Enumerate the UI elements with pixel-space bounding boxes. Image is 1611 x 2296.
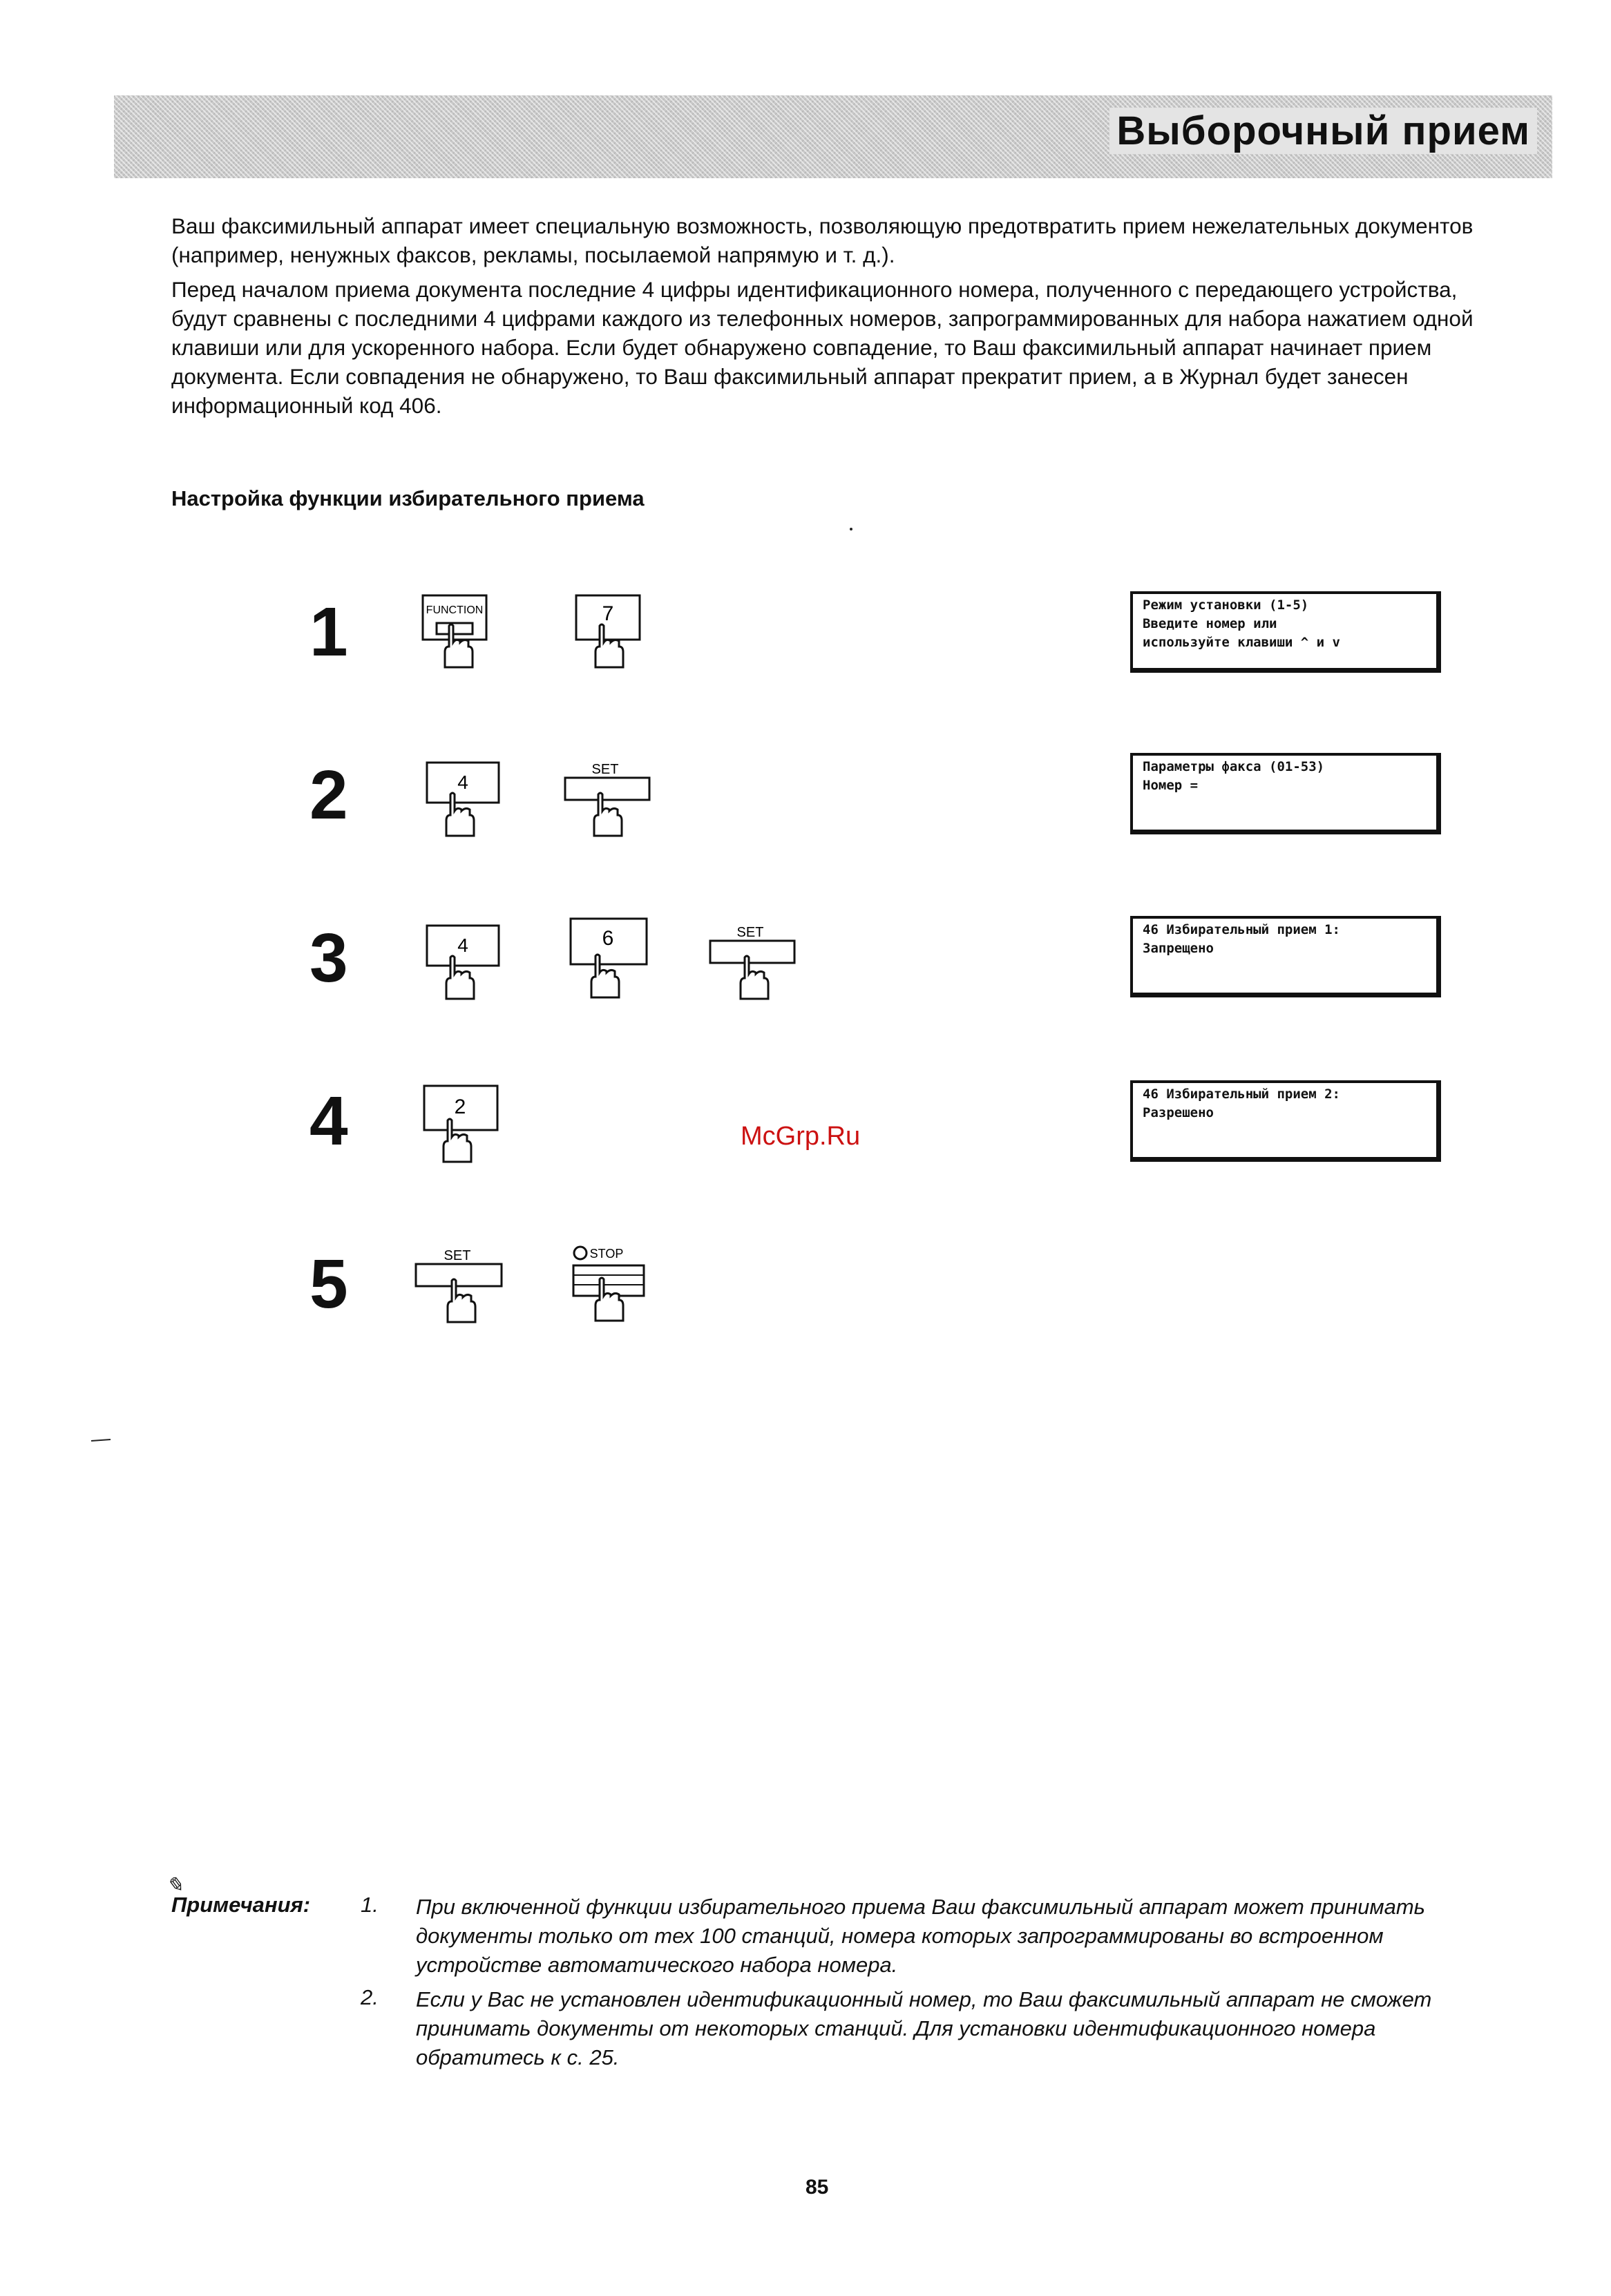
- intro-paragraph-1: Ваш факсимильный аппарат имеет специальную возможность, позволяющую предотвратить прием нежелательных документов (например, ненужных факсов, рекламы, посылаемой напрямую и т. д.).: [171, 213, 1474, 267]
- digit-key-label: 7: [602, 602, 614, 625]
- digit-key-4-icon: [427, 763, 499, 836]
- watermark: McGrp.Ru: [741, 1122, 861, 1151]
- lcd-line: Номер =: [1143, 778, 1199, 793]
- note-number: 1.: [361, 1893, 379, 1917]
- set-key-label: SET: [591, 762, 619, 777]
- digit-key-6-icon: [571, 919, 647, 997]
- lcd-display-1: [1130, 591, 1441, 673]
- digit-key-label: 4: [457, 935, 468, 956]
- lcd-display-4: [1130, 1080, 1441, 1162]
- note-icon: ✎: [166, 1874, 184, 1897]
- intro-paragraph-2: Перед началом приема документа последние 4 цифры идентификационного номера, полученного с передающего устройства, будут сравнены с последними 4 цифрами каждого из телефонных номеров, запрограммированных для набора нажатием одной клавиши или для ускоренного набора. Если будет обнаружено совпадение, то Ваш факсимильный аппарат начинает прием документа. Если совпадения не обнаружено, то Ваш факсимильный аппарат прекратит прием, а в Журнал будет занесен информационный код 406.: [171, 277, 1474, 418]
- step-number: 5: [309, 1245, 348, 1323]
- function-key-icon: [423, 595, 486, 667]
- note-text: Если у Вас не установлен идентификационный номер, то Ваш факсимильный аппарат не сможет принимать документы от некоторых станций. Для установки идентификационного номера обратитесь к с. 25.: [416, 1987, 1432, 2069]
- set-key-icon: [710, 925, 794, 999]
- digit-key-2-icon: [424, 1086, 497, 1162]
- lcd-line: Параметры факса (01-53): [1143, 759, 1325, 774]
- step-number: 4: [309, 1082, 348, 1160]
- lcd-line: Режим установки (1-5): [1143, 597, 1309, 613]
- stop-key-label: STOP: [589, 1247, 624, 1261]
- function-key-label: FUNCTION: [426, 604, 484, 616]
- page-title: Выборочный прием: [1109, 108, 1537, 154]
- digit-key-7-icon: [576, 595, 640, 667]
- stop-icon: [574, 1247, 587, 1259]
- lcd-display-3: [1130, 916, 1441, 997]
- step-number: 2: [309, 756, 348, 834]
- step-number: 3: [309, 919, 348, 997]
- section-heading: Настройка функции избирательного приема: [171, 486, 645, 510]
- digit-key-label: 2: [454, 1096, 466, 1118]
- notes-label: Примечания:: [171, 1893, 311, 1917]
- step-number: 1: [309, 593, 348, 671]
- stop-key-icon: [573, 1247, 644, 1321]
- set-key-icon: [565, 762, 649, 836]
- lcd-line: Введите номер или: [1143, 616, 1277, 631]
- digit-key-label: 4: [457, 772, 468, 793]
- note-number: 2.: [361, 1985, 379, 2009]
- digit-key-label: 6: [602, 927, 614, 950]
- lcd-line: Разрешено: [1143, 1105, 1214, 1120]
- digit-key-4-icon: [427, 926, 499, 999]
- lcd-display-2: [1130, 753, 1441, 834]
- lcd-line: используйте клавиши ^ и v: [1143, 635, 1340, 650]
- lcd-line: 46 Избирательный прием 2:: [1143, 1087, 1340, 1102]
- set-key-label: SET: [736, 925, 764, 940]
- lcd-line: Запрещено: [1143, 941, 1214, 956]
- set-key-label: SET: [444, 1248, 471, 1263]
- page-number: 85: [806, 2176, 829, 2199]
- note-text: При включенной функции избирательного приема Ваш факсимильный аппарат может принимать документы только от тех 100 станций, номера которых запрограммированы во встроенном устройстве автоматического набора номера.: [416, 1895, 1425, 1977]
- lcd-line: 46 Избирательный прием 1:: [1143, 922, 1340, 937]
- set-key-icon: [416, 1248, 502, 1322]
